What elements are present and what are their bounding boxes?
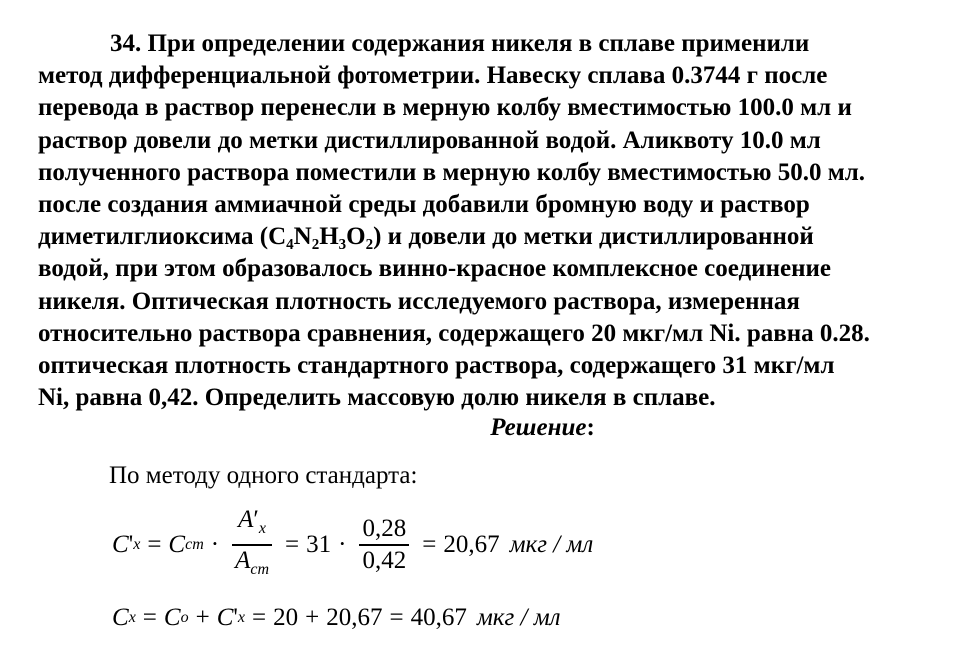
formula-total-concentration: [112, 598, 561, 638]
formula-lhs-var: C: [112, 604, 129, 631]
problem-line: 34. При определении содержания никеля в сплаве применили: [110, 30, 810, 57]
formula-result: 20,67: [443, 531, 500, 558]
formula-unit: мкг / мл: [476, 604, 561, 631]
problem-statement: [38, 28, 968, 414]
ast-sub: ст: [250, 560, 270, 578]
problem-line: раствор довели до метки дистиллированной водой. Аликвоту 10.0 мл: [38, 126, 821, 154]
ax-prime: ′: [253, 506, 259, 534]
formula-coefficient: 31: [306, 531, 332, 558]
formula-result: 40,67: [410, 604, 467, 631]
problem-line: перевода в раствор перенесли в мерную колбу вместимостью 100.0 мл и: [38, 94, 852, 122]
fraction-denominator: 0,42: [362, 546, 407, 574]
solution-heading-text: Решение: [490, 414, 587, 441]
formula-plus: +: [305, 604, 320, 631]
problem-line: водой, при этом образовалось винно-красное комплексное соединение: [38, 255, 831, 283]
formula-equals: =: [252, 604, 267, 631]
ast-var: A: [235, 546, 251, 574]
ax-sub: x: [258, 520, 266, 538]
formula-cpx-sub: x: [237, 609, 246, 626]
fraction-denominator: [232, 546, 272, 585]
formula-cpx-var: C: [216, 604, 234, 631]
formula-equals: =: [285, 531, 300, 558]
problem-line: после создания аммиачной среды добавили бромную воду и раствор: [38, 191, 810, 219]
formula-cst-var: C: [168, 531, 186, 558]
formula-concentration-correction: [112, 506, 594, 580]
problem-line: полученного раствора поместили в мерную колбу вместимостью 50.0 мл.: [38, 158, 866, 186]
formula-fraction-absorbance: [232, 505, 272, 584]
formula-plus: +: [195, 604, 210, 631]
formula-unit: мкг / мл: [509, 531, 594, 558]
formula-dot: ·: [338, 531, 347, 558]
formula-fraction-values: [359, 514, 409, 575]
problem-line: Ni, равна 0,42. Определить массовую долю никеля в сплаве.: [38, 384, 716, 412]
formula-cpx-prime: ': [233, 604, 238, 631]
formula-term-b: 20,67: [326, 604, 383, 631]
formula-lhs-var: C: [112, 531, 129, 558]
problem-line: диметилглиоксима (C₄N₂H₃O₂) и довели до метки дистиллированной: [38, 223, 814, 251]
problem-line: относительно раствора сравнения, содержащего 20 мкг/мл Ni. равна 0.28.: [38, 319, 870, 347]
fraction-numerator: 0,28: [362, 515, 407, 543]
formula-lhs-sub: x: [133, 536, 141, 553]
problem-line: оптическая плотность стандартного раствора, содержащего 31 мкг/мл: [38, 352, 835, 380]
formula-dot: ·: [210, 531, 220, 558]
solution-heading-colon: :: [586, 414, 595, 441]
formula-equals: =: [389, 604, 404, 631]
ax-var: A: [238, 506, 254, 534]
formula-cst-sub: ст: [185, 536, 204, 553]
formula-equals: =: [422, 531, 437, 558]
fraction-numerator: [235, 505, 269, 544]
method-description: По методу одного стандарта:: [109, 462, 418, 489]
problem-line: никеля. Оптическая плотность исследуемого раствора, измеренная: [38, 287, 800, 315]
problem-line: метод дифференциальной фотометрии. Навеску сплава 0.3744 г после: [38, 62, 828, 90]
formula-equals: =: [147, 531, 162, 558]
formula-term-a: 20: [273, 604, 299, 631]
solution-heading: [0, 413, 977, 443]
formula-c0-var: C: [163, 604, 181, 631]
formula-lhs-prime: ': [128, 531, 134, 558]
formula-lhs-sub: x: [128, 609, 136, 626]
formula-c0-sub: о: [180, 609, 189, 626]
formula-equals: =: [142, 604, 157, 631]
